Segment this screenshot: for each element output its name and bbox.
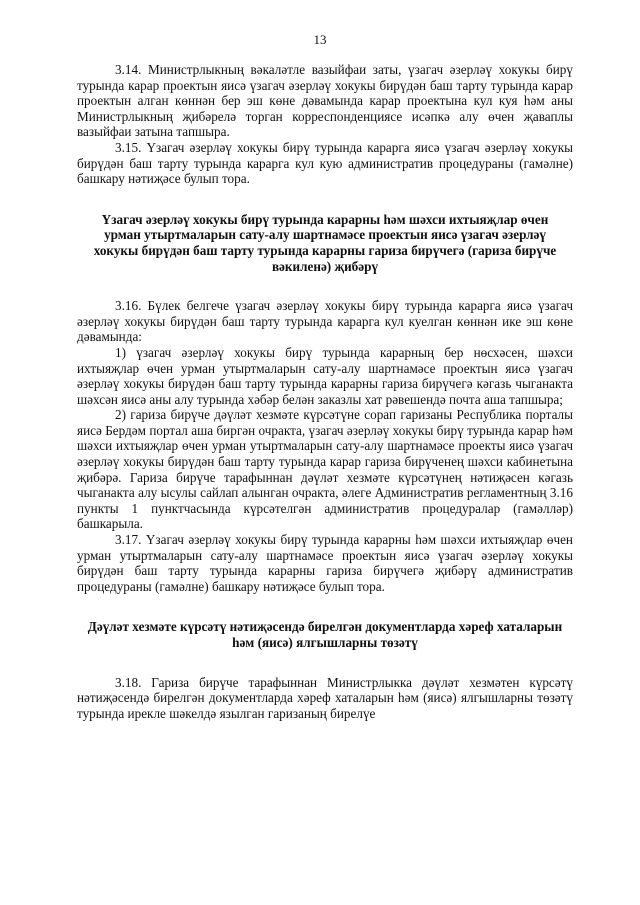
section-heading-corrections: Дәүләт хезмәте күрсәтү нәтиҗәсендә бирелгән документларда хәреф хаталарын һәм (яисә) ялгышларны төзәтү xyxy=(87,619,563,650)
paragraph-3-18: 3.18. Гариза бирүче тарафыннан Министрлыкка дәүләт хезмәтен күрсәтү нәтиҗәсендә бирелгән документларда хәреф хаталарын һәм (яисә) ялгышларны төзәтү турында ирекле шәкелдә язылган гаризаның бирелүе xyxy=(77,674,573,721)
document-body xyxy=(77,62,573,721)
paragraph-3-16: 3.16. Бүлек белгече үзагач әзерләү хокукы бирү турында карарга яисә үзагач әзерләү хокукы бирүдән баш тарту турында карарга кул куелган көннән ике эш көне дәвамында: xyxy=(77,298,573,345)
page-number: 13 xyxy=(313,32,327,47)
paragraph-3-14: 3.14. Министрлыкның вәкаләтле вазыйфаи заты, үзагач әзерләү хокукы бирү турында карар проектын яисә үзагач әзерләү хокукы бирүдән баш тарту турында карар проектын алган көннән бер эш көне дәвамында карар проектына кул куя һәм аны Министрлыкның җибәрелә торган корреспонденциясе исәпкә алу өчен җаваплы вазыйфаи затына тапшыра. xyxy=(77,62,573,140)
section-heading-send-decision: Үзагач әзерләү хокукы бирү турында карарны һәм шәхси ихтыяҗлар өчен урман утыртмаларын сату-алу шартнамәсе проектын яисә үзагач әзерләү хокукы бирүдән баш тарту турында карарны гариза бирүчегә (гариза бирүче вәкиленә) җибәрү xyxy=(93,211,557,274)
list-item-1: 1) үзагач әзерләү хокукы бирү турында карарның бер нөсхәсен, шәхси ихтыяҗлар өчен урман утыртмаларын сату-алу шартнамәсе проектын яисә үзагач әзерләү хокукы бирүдән баш тарту турында карарны гариза бирүчегә кәгазь чыганакта шәхсән яисә аны алу турында хәбәр белән заказлы хат рәвешендә почта аша тапшыра; xyxy=(77,344,573,407)
paragraph-3-17: 3.17. Үзагач әзерләү хокукы бирү турында карарны һәм шәхси ихтыяҗлар өчен урман утыртмаларын сату-алу шартнамәсе проектын яисә үзагач әзерләү хокукы бирүдән баш тарту турында карарны гариза бирүчегә җибәрү административ процедураны (гамәлне) башкару нәтиҗәсе булып тора. xyxy=(77,532,573,594)
list-item-2: 2) гариза бирүче дәүләт хезмәте күрсәтүне сорап гаризаны Республика порталы яисә Бердәм портал аша биргән очракта, үзагач әзерләү хокукы бирү турында карар һәм шәхси ихтыяҗлар өчен урман утыртмаларын сату-алу шартнамәсе проекты яисә үзагач әзерләү хокукы бирүдән баш тарту турында карар гариза бирүченең шәхси кабинетына җибәрә. Гариза бирүче тарафыннан дәүләт хезмәте күрсәтүнең нәтиҗәсен кәгазь чыганакта алу ысулы сайлап алынган очракта, әлеге Административ регламентның 3.16 пункты 1 пунктчасында күрсәтелгән административ процедуралар (гамәлләр) башкарыла. xyxy=(77,407,573,532)
paragraph-3-15: 3.15. Үзагач әзерләү хокукы бирү турында карарга яисә үзагач әзерләү хокукы бирүдән баш тарту турында карарга кул кую административ процедураны (гамәлне) башкару нәтиҗәсе булып тора. xyxy=(77,139,573,187)
